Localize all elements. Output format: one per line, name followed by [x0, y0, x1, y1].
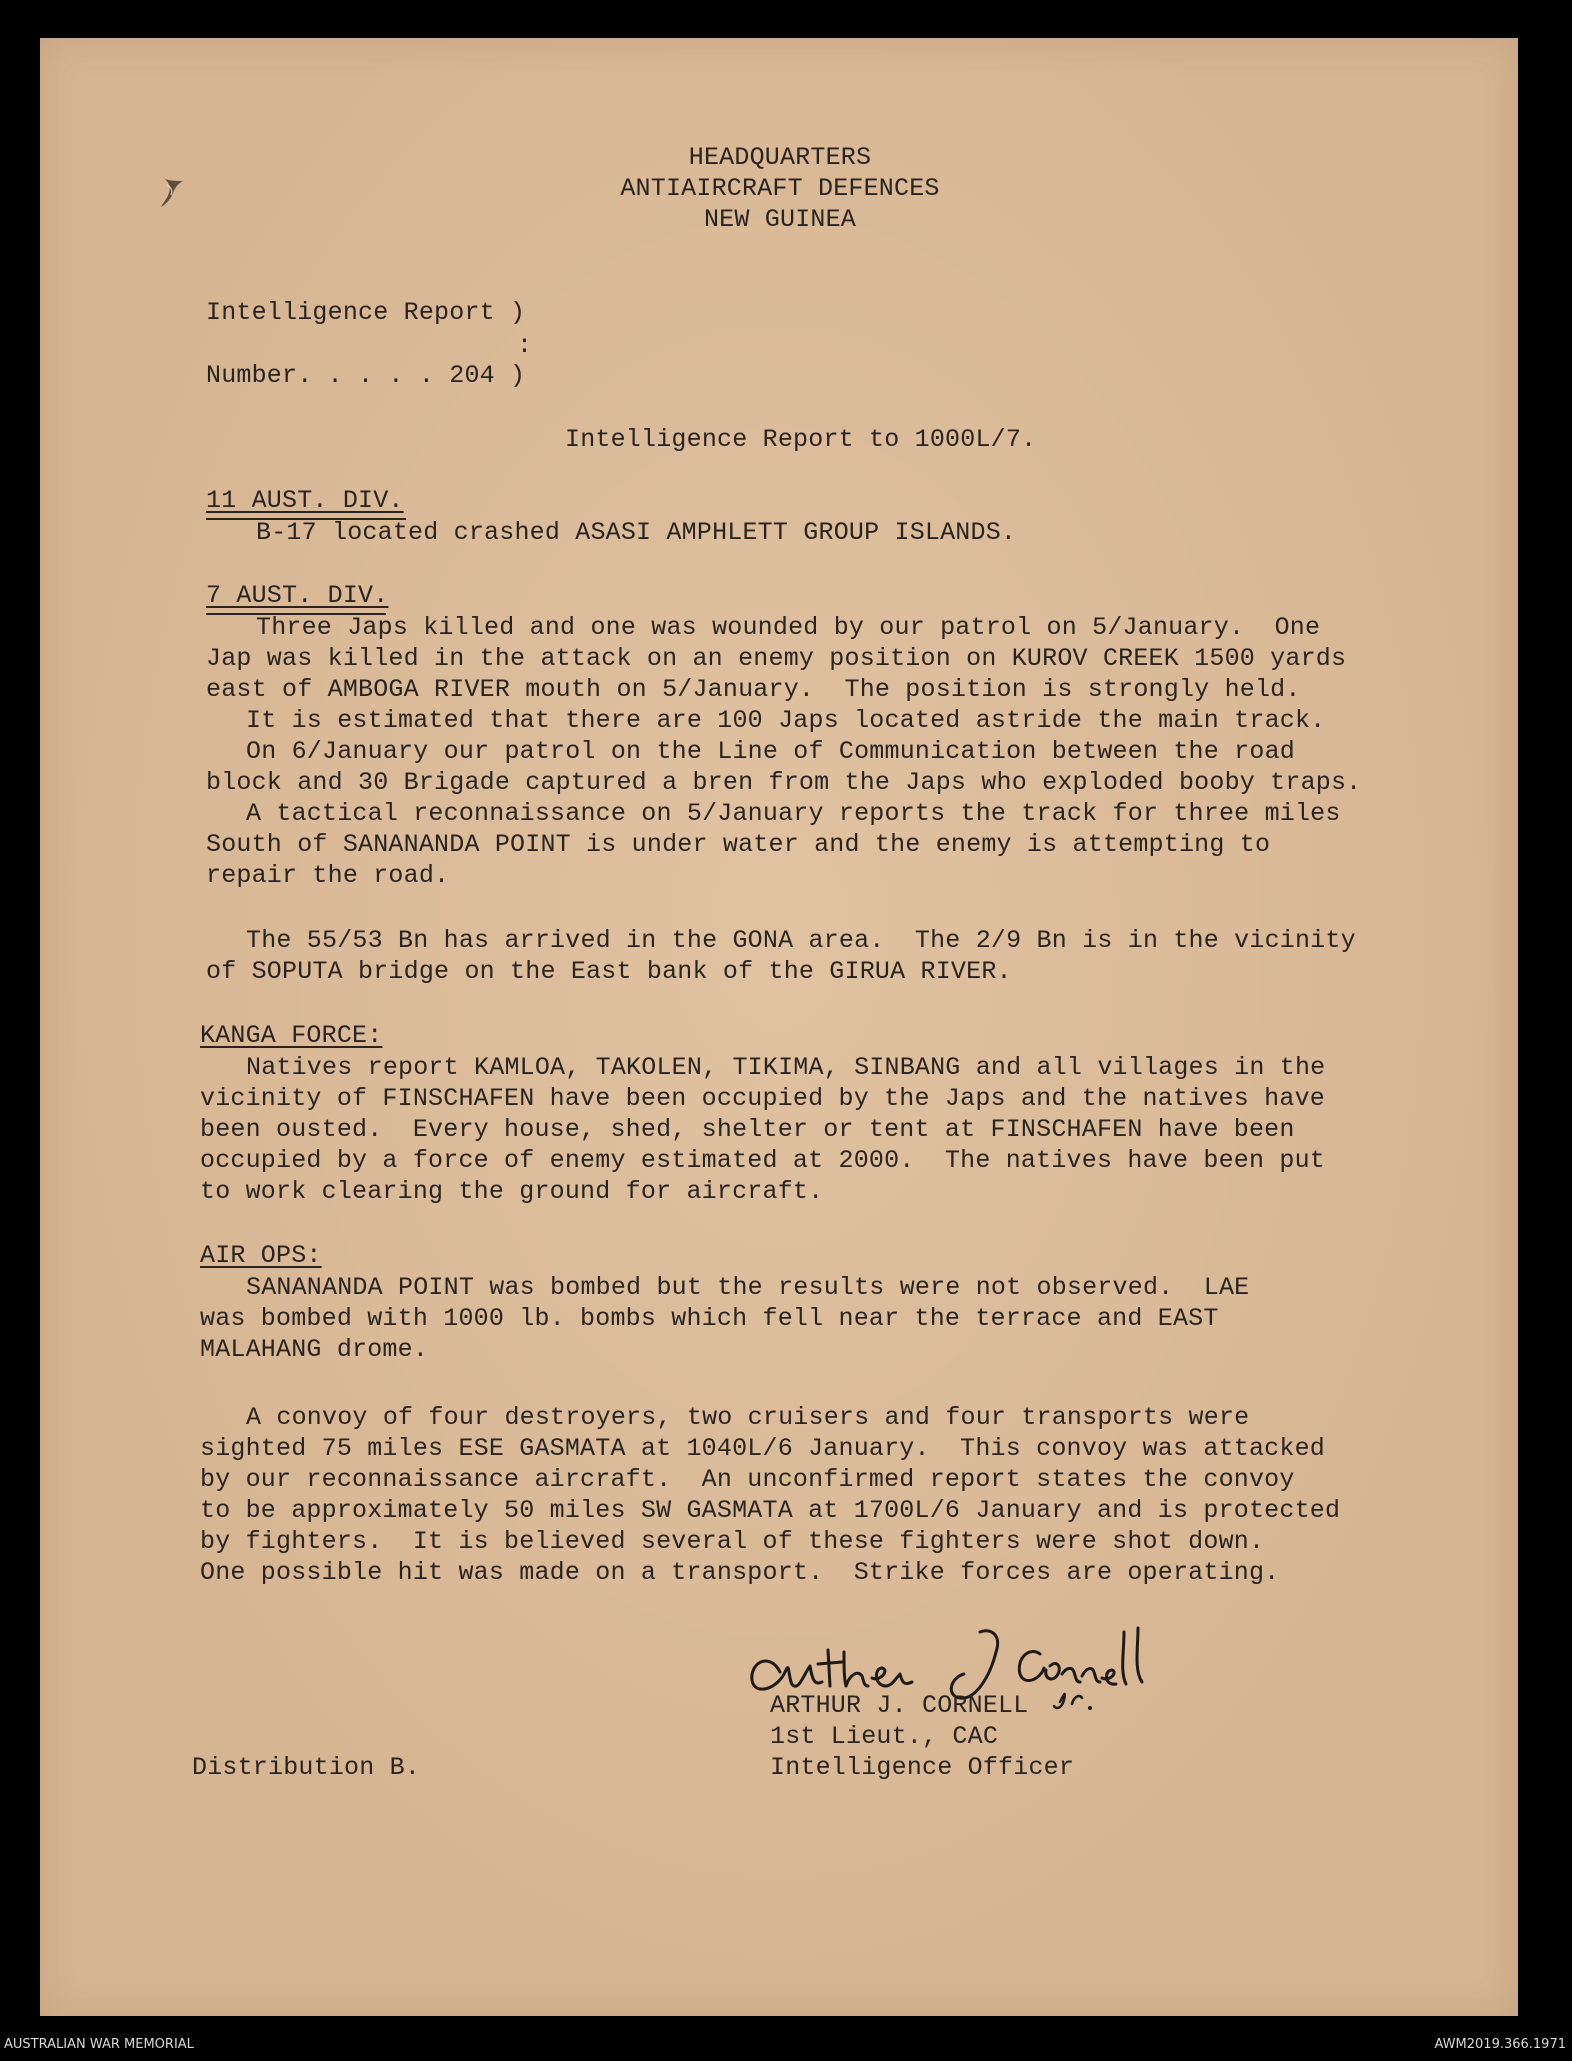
aust7-line-3: east of AMBOGA RIVER mouth on 5/January. The position is strongly held.: [206, 675, 1301, 704]
aust11-line-1: B-17 located crashed ASASI AMPHLETT GROUP ISLANDS.: [256, 518, 1017, 547]
section-heading-7-aust-div: 7 AUST. DIV.: [206, 581, 389, 610]
header-line-2: ANTIAIRCRAFT DEFENCES: [620, 174, 940, 203]
airops-line-9: One possible hit was made on a transport. Strike forces are operating.: [200, 1558, 1280, 1587]
airops-line-7: to be approximately 50 miles SW GASMATA at 1700L/6 January and is protected: [200, 1496, 1341, 1525]
airops-line-8: by fighters. It is believed several of these fighters were shot down.: [200, 1527, 1265, 1556]
report-id-line-2: Number. . . . . 204 ): [206, 361, 526, 390]
kanga-line-3: been ousted. Every house, shed, shelter or tent at FINSCHAFEN have been: [200, 1115, 1295, 1144]
footer-institution: AUSTRALIAN WAR MEMORIAL: [4, 2037, 194, 2052]
footer-accession-number: AWM2019.366.1971: [1434, 2037, 1566, 2052]
paper-puncture-mark: [155, 175, 185, 211]
aust7-line-4: It is estimated that there are 100 Japs located astride the main track.: [246, 706, 1326, 735]
airops-line-3: MALAHANG drome.: [200, 1335, 429, 1364]
signatory-role: Intelligence Officer: [770, 1753, 1075, 1782]
aust7-line-6: block and 30 Brigade captured a bren from the Japs who exploded booby traps.: [206, 768, 1362, 797]
airops-line-1: SANANANDA POINT was bombed but the results were not observed. LAE: [246, 1273, 1250, 1302]
kanga-line-1: Natives report KAMLOA, TAKOLEN, TIKIMA, SINBANG and all villages in the: [246, 1053, 1326, 1082]
header-line-1: HEADQUARTERS: [688, 143, 872, 172]
kanga-line-5: to work clearing the ground for aircraft.: [200, 1177, 824, 1206]
section-heading-11-aust-div: 11 AUST. DIV.: [206, 486, 404, 515]
aust7-line-10: The 55/53 Bn has arrived in the GONA area. The 2/9 Bn is in the vicinity: [246, 926, 1356, 955]
section-heading-kanga-force: KANGA FORCE:: [200, 1021, 383, 1050]
aust7-line-11: of SOPUTA bridge on the East bank of the GIRUA RIVER.: [206, 957, 1012, 986]
aust7-line-8: South of SANANANDA POINT is under water and the enemy is attempting to: [206, 830, 1271, 859]
distribution-note: Distribution B.: [192, 1753, 421, 1782]
aust7-line-7: A tactical reconnaissance on 5/January reports the track for three miles: [246, 799, 1341, 828]
signatory-name: ARTHUR J. CORNELL: [770, 1691, 1029, 1720]
report-id-colon: :: [517, 331, 533, 360]
section-heading-air-ops: AIR OPS:: [200, 1241, 322, 1270]
header-line-3: NEW GUINEA: [703, 205, 857, 234]
aust7-line-1: Three Japs killed and one was wounded by our patrol on 5/January. One: [256, 613, 1321, 642]
report-title: Intelligence Report to 1000L/7.: [565, 425, 1037, 454]
aust7-line-2: Jap was killed in the attack on an enemy position on KUROV CREEK 1500 yards: [206, 644, 1347, 673]
airops-line-4: A convoy of four destroyers, two cruisers and four transports were: [246, 1403, 1250, 1432]
aust7-line-5: On 6/January our patrol on the Line of Communication between the road: [246, 737, 1295, 766]
kanga-line-4: occupied by a force of enemy estimated at 2000. The natives have been put: [200, 1146, 1325, 1175]
kanga-line-2: vicinity of FINSCHAFEN have been occupied by the Japs and the natives have: [200, 1084, 1325, 1113]
report-id-line-1: Intelligence Report ): [206, 298, 526, 327]
airops-line-5: sighted 75 miles ESE GASMATA at 1040L/6 January. This convoy was attacked: [200, 1434, 1325, 1463]
airops-line-2: was bombed with 1000 lb. bombs which fell near the terrace and EAST: [200, 1304, 1219, 1333]
airops-line-6: by our reconnaissance aircraft. An unconfirmed report states the convoy: [200, 1465, 1295, 1494]
signatory-rank: 1st Lieut., CAC: [770, 1722, 999, 1751]
aust7-line-9: repair the road.: [206, 861, 450, 890]
